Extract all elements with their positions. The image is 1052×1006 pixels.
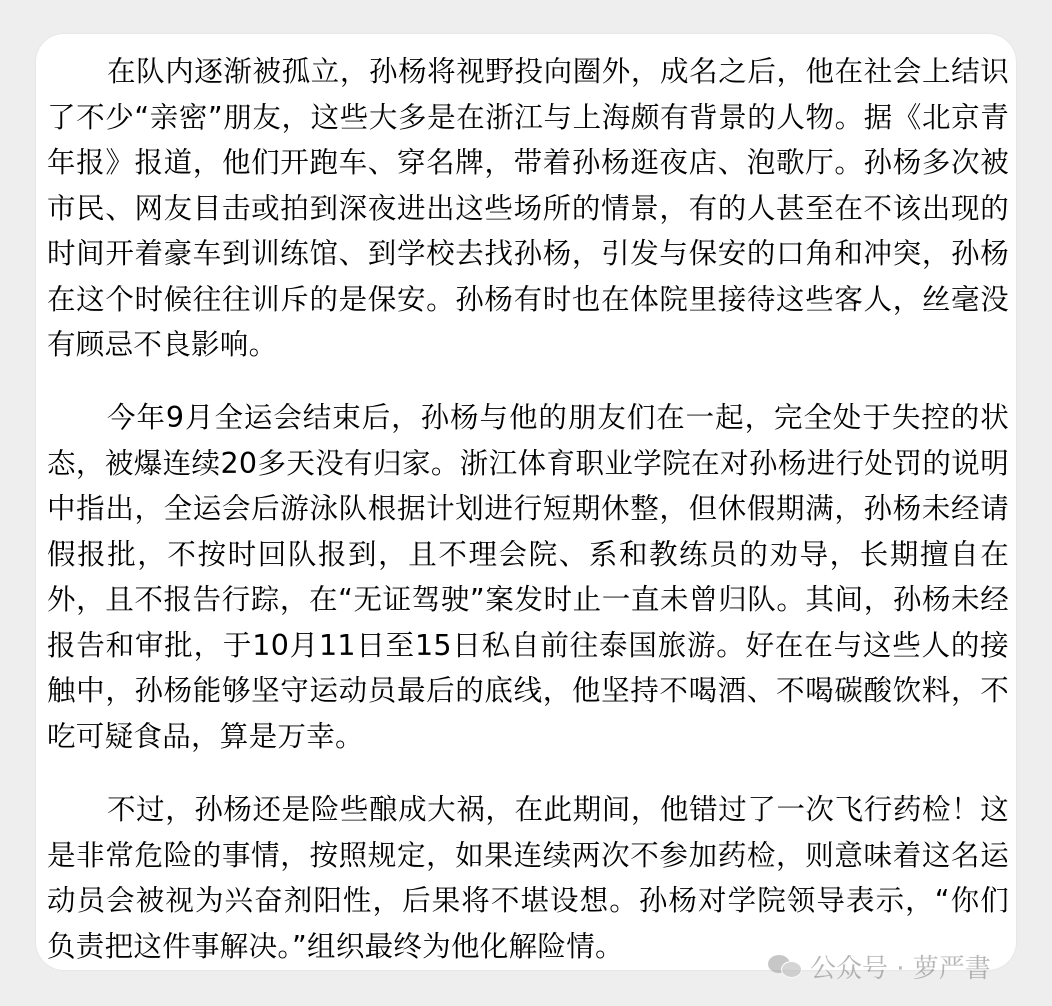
article-paragraph-2: 今年9月全运会结束后，孙杨与他的朋友们在一起，完全处于失控的状态，被爆连续20多天没有归家。浙江体育职业学院在对孙杨进行处罚的说明中指出，全运会后游泳队根据计划进行短期休整，但休假期满，孙杨未经请假报批，不按时回队报到，且不理会院、系和教练员的劝导，长期擅自在外，且不报告行踪，在“无证驾驶”案发时止一直未曾归队。其间，孙杨未经报告和审批，于10月11日至15日私自前往泰国旅游。好在在与这些人的接触中，孙杨能够坚守运动员最后的底线，他坚持不喝酒、不喝碳酸饮料，不吃可疑食品，算是万幸。 — [47, 401, 1009, 753]
article-paragraph-3: 不过，孙杨还是险些酿成大祸，在此期间，他错过了一次飞行药检！这是非常危险的事情，按照规定，如果连续两次不参加药检，则意味着这名运动员会被视为兴奋剂阳性，后果将不堪设想。孙杨对学院领导表示，“你们负责把这件事解决。”组织最终为他化解险情。 — [47, 793, 1009, 963]
article-card — [36, 34, 1016, 970]
article-paragraph-1: 在队内逐渐被孤立，孙杨将视野投向圈外，成名之后，他在社会上结识了不少“亲密”朋友，这些大多是在浙江与上海颇有背景的人物。据《北京青年报》报道，他们开跑车、穿名牌，带着孙杨逛夜店、泡歌厅。孙杨多次被市民、网友目击或拍到深夜进出这些场所的情景，有的人甚至在不该出现的时间开着豪车到训练馆、到学校去找孙杨，引发与保安的口角和冲突，孙杨在这个时候往往训斥的是保安。孙杨有时也在体院里接待这些客人，丝毫没有顾忌不良影响。 — [47, 55, 1009, 361]
wechat-icon — [768, 953, 802, 979]
watermark — [768, 948, 991, 984]
watermark-text: 公众号 · 萝严書 — [810, 953, 991, 984]
